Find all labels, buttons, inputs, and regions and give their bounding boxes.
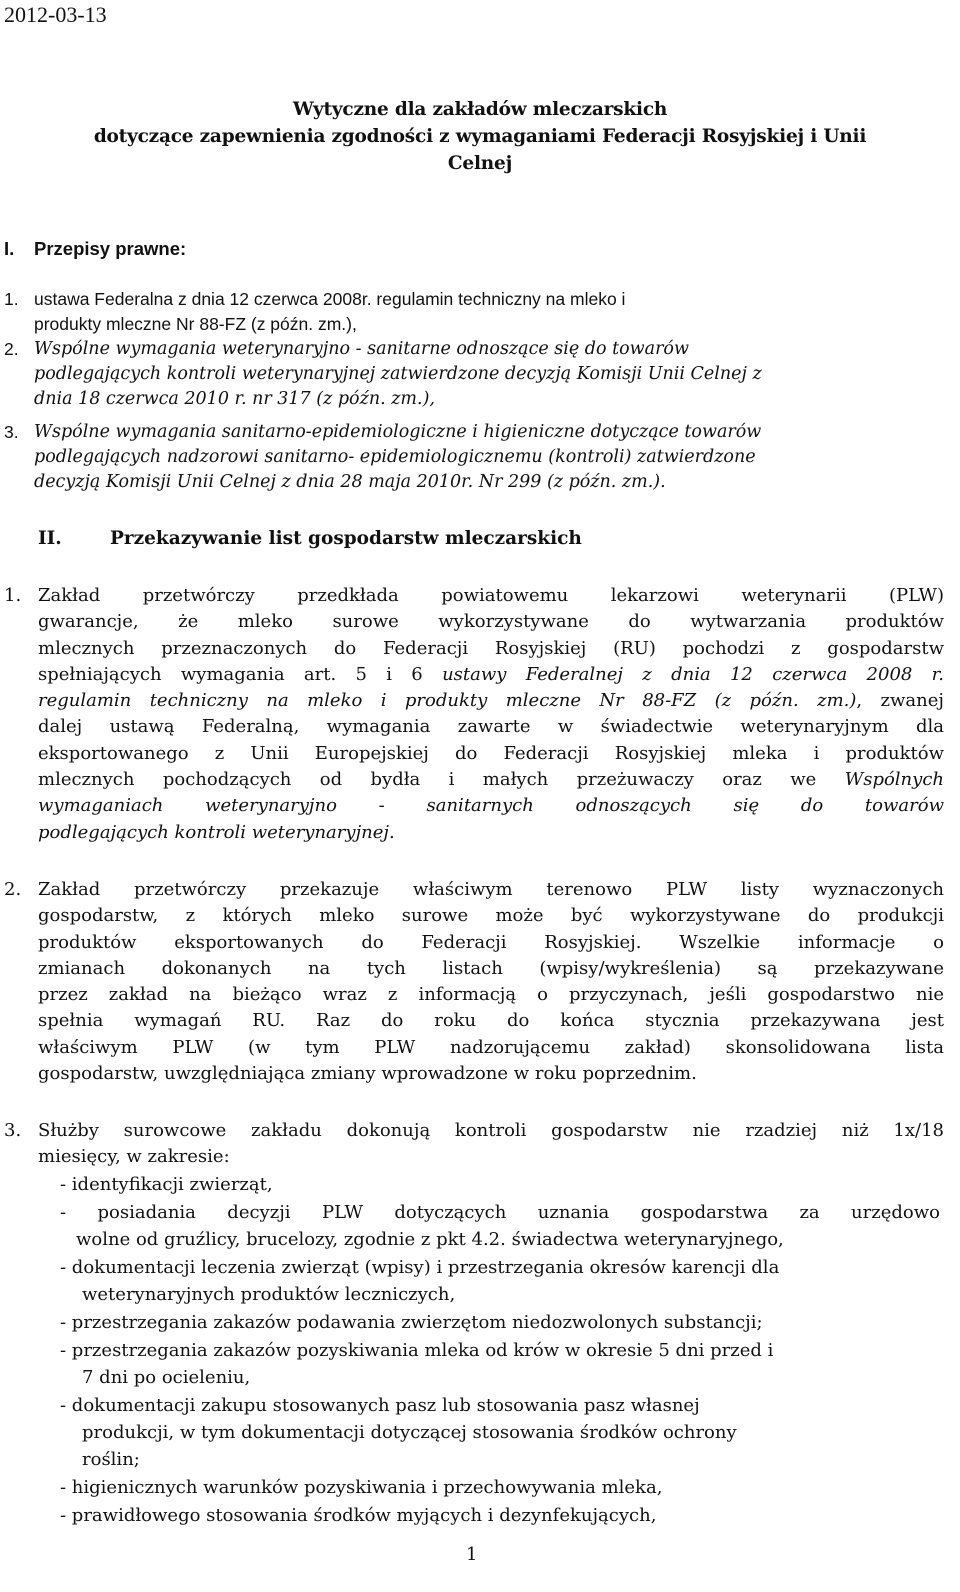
- paragraph-line: podlegających kontroli weterynaryjnej.: [38, 821, 395, 843]
- paragraph-line: miesięcy, w zakresie:: [38, 1146, 230, 1168]
- list-item: - przestrzegania zakazów pozyskiwania mleka od krów w okresie 5 dni przed i: [60, 1340, 774, 1361]
- list-item-continuation: roślin;: [82, 1449, 140, 1470]
- paragraph-line: spełnia wymagań RU. Raz do roku do końca stycznia przekazywana jest: [38, 1010, 944, 1032]
- law-line: Wspólne wymagania weterynaryjno - sanitarne odnoszące się do towarów: [34, 339, 689, 359]
- paragraph-line: przez zakład na bieżąco wraz z informacją o przyczynach, jeśli gospodarstwo nie: [38, 984, 944, 1006]
- law-line: decyzją Komisji Unii Celnej z dnia 28 maja 2010r. Nr 299 (z późn. zm.).: [34, 472, 666, 492]
- paragraph-line: właściwym PLW (w tym PLW nadzorującemu zakład) skonsolidowana lista: [38, 1036, 944, 1058]
- law-line: Wspólne wymagania sanitarno-epidemiologiczne i higieniczne dotyczące towarów: [34, 422, 762, 442]
- paragraph-line: wymaganiach weterynaryjno - sanitarnych odnoszących się do towarów: [38, 795, 944, 817]
- list-item: - przestrzegania zakazów podawania zwierzętom niedozwolonych substancji;: [60, 1312, 763, 1333]
- paragraph-line: zmianach dokonanych na tych listach (wpisy/wykreślenia) są przekazywane: [38, 957, 944, 979]
- paragraph-line: gwarancje, że mleko surowe wykorzystywane do wytwarzania produktów: [38, 611, 944, 633]
- paragraph-line: dalej ustawą Federalną, wymagania zawarte w świadectwie weterynaryjnym dla: [38, 716, 944, 738]
- paragraph-line: eksportowanego z Unii Europejskiej do Federacji Rosyjskiej mleka i produktów: [38, 742, 944, 764]
- law-line: produkty mleczne Nr 88-FZ (z późn. zm.),: [34, 314, 357, 334]
- law-line: podlegających nadzorowi sanitarno- epidemiologicznemu (kontroli) zatwierdzone: [34, 447, 756, 467]
- paragraph-line: spełniających wymagania art. 5 i 6 ustawy Federalnej z dnia 12 czerwca 2008 r.: [38, 663, 944, 685]
- paragraph-number: 1.: [4, 585, 22, 606]
- list-item-continuation: weterynaryjnych produktów leczniczych,: [82, 1284, 456, 1305]
- page-number: 1: [466, 1544, 478, 1565]
- list-item: - dokumentacji zakupu stosowanych pasz lub stosowania pasz własnej: [60, 1395, 700, 1416]
- section-2-title: Przekazywanie list gospodarstw mleczarskich: [110, 528, 582, 549]
- title-line: dotyczące zapewnienia zgodności z wymaganiami Federacji Rosyjskiej i Unii: [93, 126, 867, 147]
- section-1-heading: [4, 238, 186, 260]
- paragraph-line: Służby surowcowe zakładu dokonują kontroli gospodarstw nie rzadziej niż 1x/18: [38, 1120, 944, 1141]
- law-number: 2.: [4, 339, 19, 359]
- document-date: 2012-03-13: [4, 2, 107, 27]
- paragraph-line: Zakład przetwórczy przekazuje właściwym terenowo PLW listy wyznaczonych: [38, 879, 944, 900]
- law-line: ustawa Federalna z dnia 12 czerwca 2008r. regulamin techniczny na mleko i: [34, 289, 626, 309]
- list-item-continuation: produkcji, w tym dokumentacji dotyczącej stosowania środków ochrony: [82, 1422, 737, 1443]
- paragraph-line: produktów eksportowanych do Federacji Rosyjskiej. Wszelkie informacje o: [38, 931, 944, 953]
- paragraph-number: 3.: [4, 1120, 22, 1141]
- paragraph-line: regulamin techniczny na mleko i produkty mleczne Nr 88-FZ (z późn. zm.), zwanej: [38, 690, 944, 712]
- section-1-title: Przepisy prawne:: [34, 238, 187, 259]
- paragraph-number: 2.: [4, 879, 22, 900]
- list-item-continuation: wolne od gruźlicy, brucelozy, zgodnie z pkt 4.2. świadectwa weterynaryjnego,: [76, 1229, 784, 1250]
- paragraph-line: gospodarstw, uwzględniająca zmiany wprowadzone w roku poprzednim.: [38, 1063, 697, 1085]
- section-2-heading: [38, 528, 582, 549]
- list-item: - posiadania decyzji PLW dotyczących uznania gospodarstwa za urzędowo: [60, 1202, 940, 1223]
- paragraph-line: mlecznych przeznaczonych do Federacji Rosyjskiej (RU) pochodzi z gospodarstw: [38, 637, 944, 659]
- list-item: - prawidłowego stosowania środków myjących i dezynfekujących,: [60, 1505, 657, 1526]
- list-item-continuation: 7 dni po ocieleniu,: [82, 1367, 251, 1388]
- list-item: - dokumentacji leczenia zwierząt (wpisy) i przestrzegania okresów karencji dla: [60, 1257, 780, 1278]
- list-item: - identyfikacji zwierząt,: [60, 1174, 273, 1195]
- title-line: Wytyczne dla zakładów mleczarskich: [292, 99, 668, 120]
- paragraph-line: Zakład przetwórczy przedkłada powiatowemu lekarzowi weterynarii (PLW): [38, 585, 944, 606]
- section-2-number: II.: [38, 528, 62, 549]
- law-number: 3.: [4, 422, 19, 442]
- law-line: podlegających kontroli weterynaryjnej zatwierdzone decyzją Komisji Unii Celnej z: [34, 364, 762, 384]
- document-title: [40, 96, 920, 177]
- law-line: dnia 18 czerwca 2010 r. nr 317 (z późn. zm.),: [34, 389, 435, 409]
- title-line: Celnej: [447, 153, 513, 174]
- paragraph-line: gospodarstw, z których mleko surowe może być wykorzystywane do produkcji: [38, 905, 944, 927]
- paragraph-line: mlecznych pochodzących od bydła i małych przeżuwaczy oraz we Wspólnych: [38, 769, 944, 791]
- section-1-number: I.: [4, 238, 15, 259]
- list-item: - higienicznych warunków pozyskiwania i przechowywania mleka,: [60, 1477, 663, 1498]
- law-number: 1.: [4, 289, 19, 309]
